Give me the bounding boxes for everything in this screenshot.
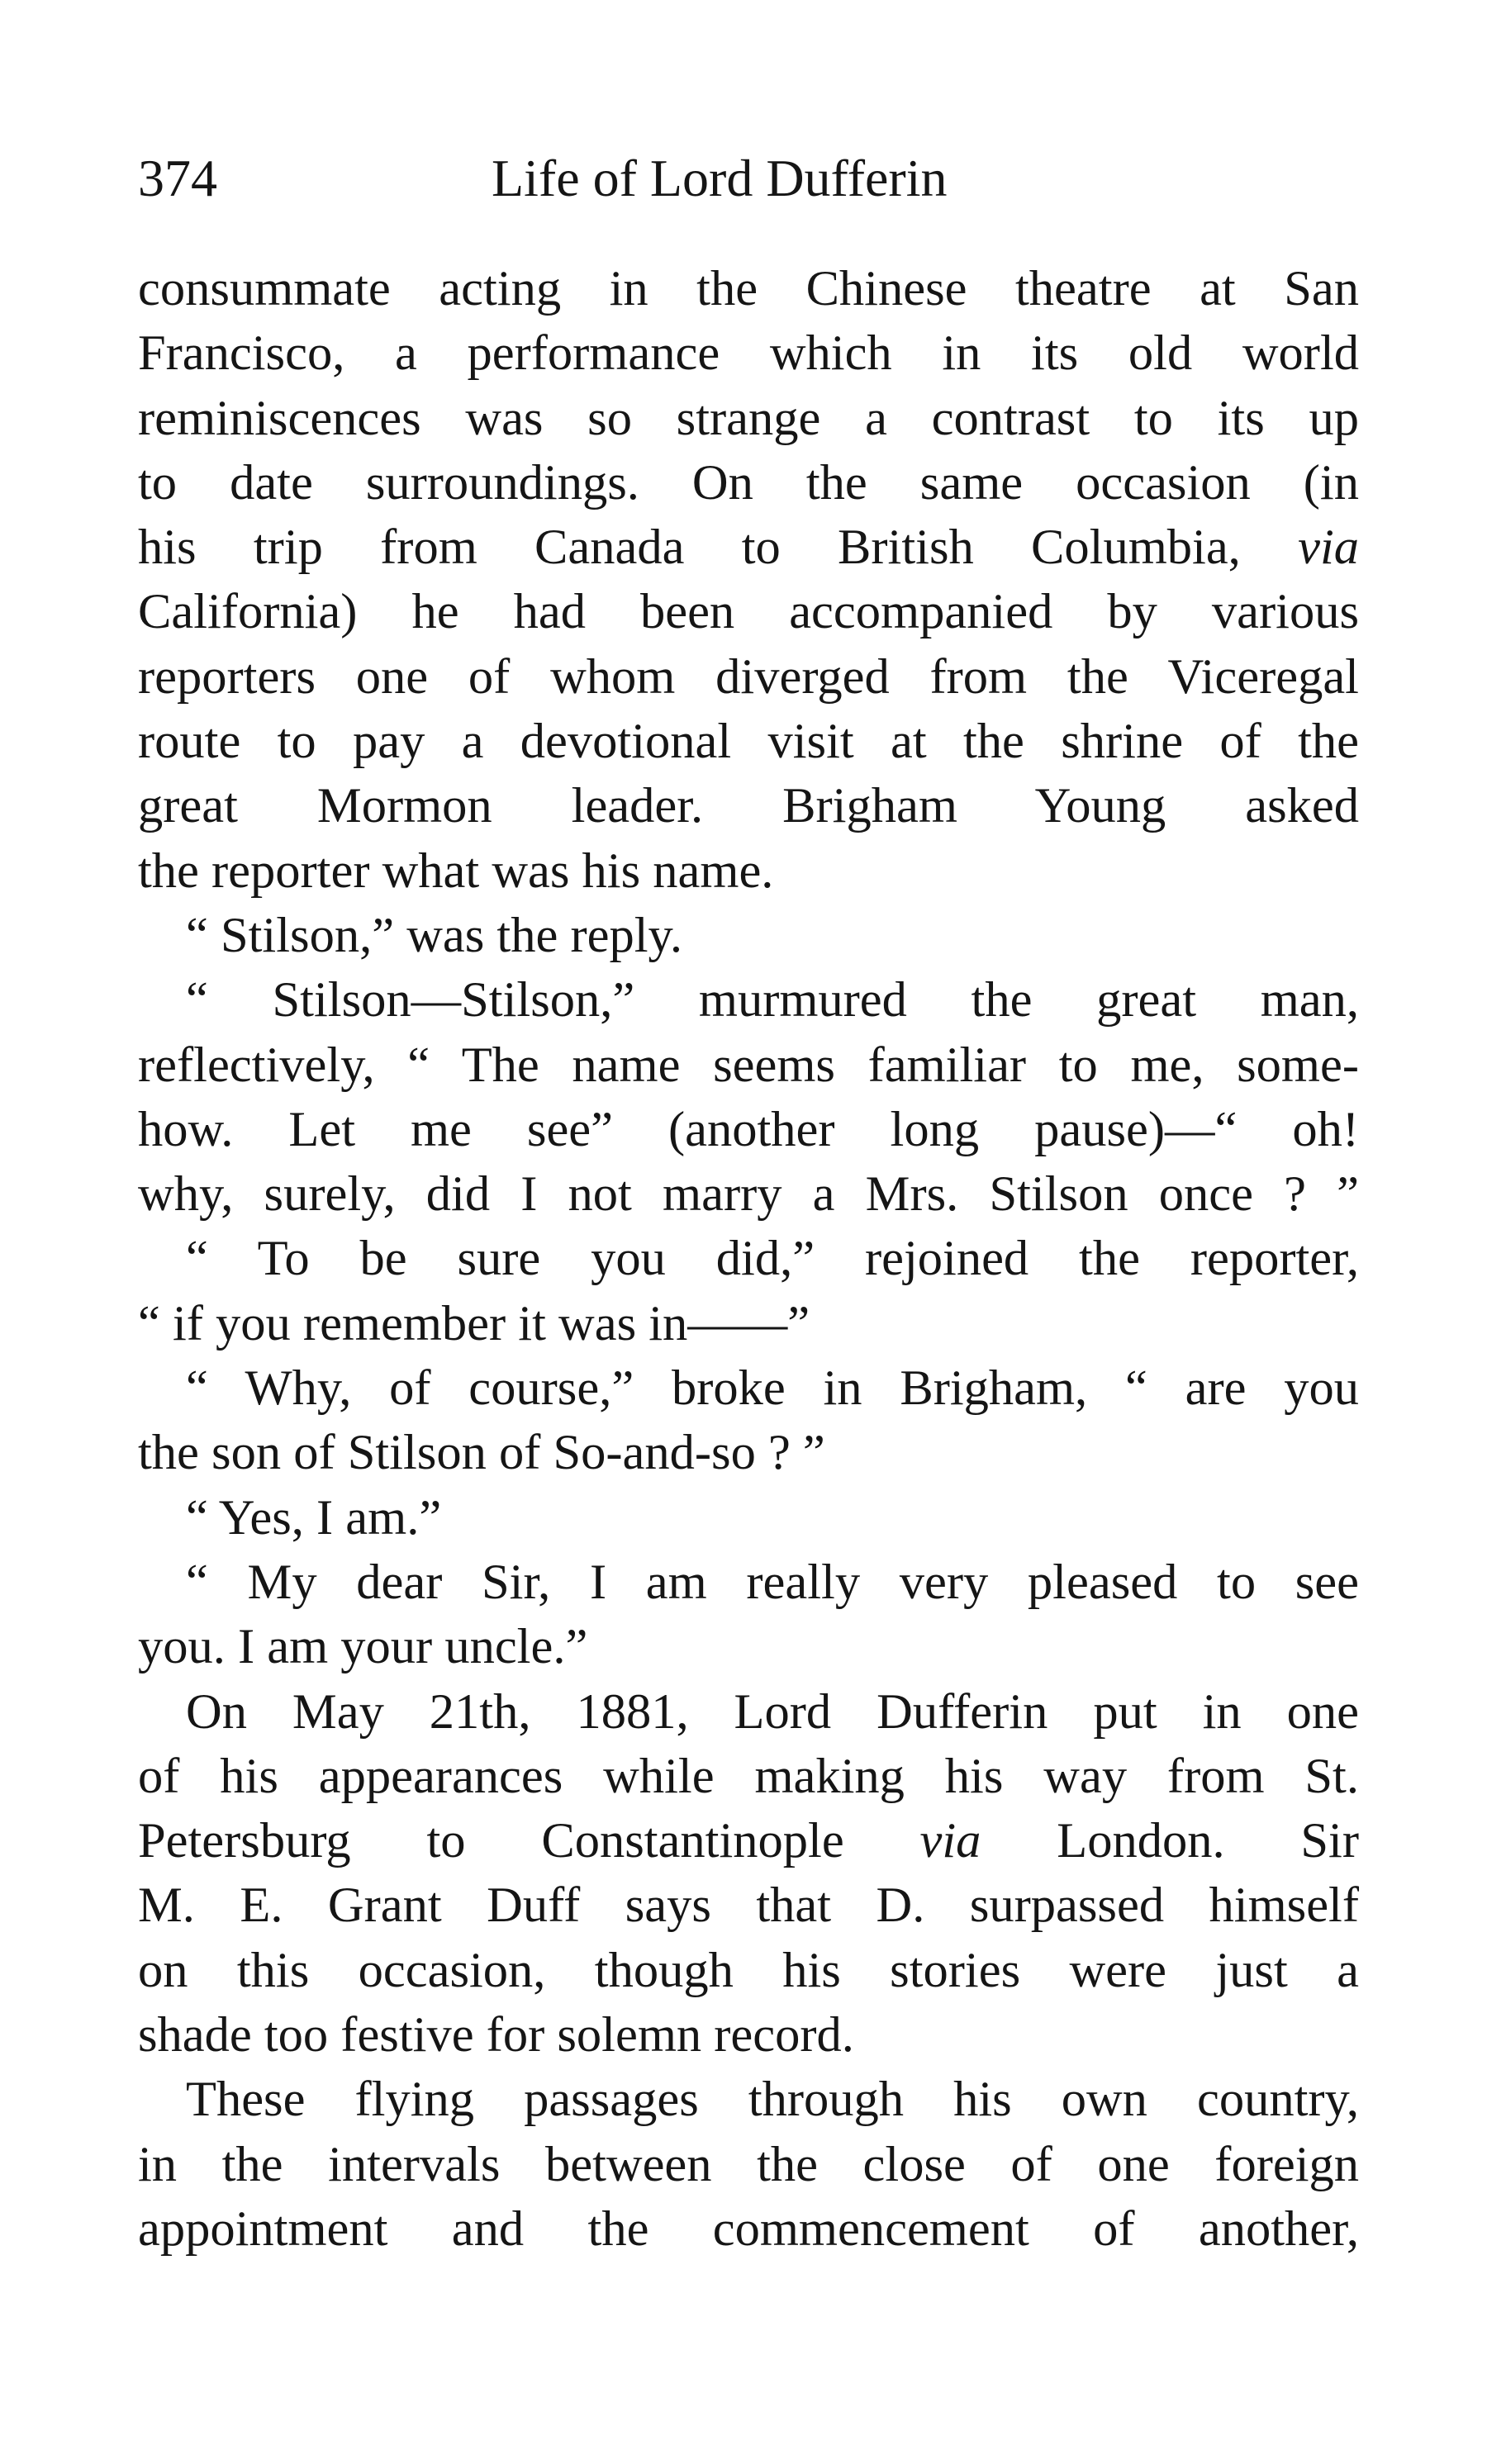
text-line: “ Stilson,” was the reply. [186, 907, 682, 963]
text-line: on this occasion, though his stories were just a [138, 1942, 1359, 1998]
page-number: 374 [138, 149, 217, 207]
text-line: the son of Stilson of So-and-so ? ” [138, 1425, 825, 1481]
text-line: shade too festive for solemn record. [138, 2007, 854, 2063]
text-line: M. E. Grant Duff says that D. surpassed himself [138, 1878, 1359, 1934]
text-segment: his trip from Canada to British Columbia, [138, 520, 1241, 576]
text-line: route to pay a devotional visit at the shrine of the [138, 714, 1359, 770]
text-line: Francisco, a performance which in its old world [138, 325, 1359, 382]
text-line: “ My dear Sir, I am really very pleased to see [186, 1554, 1359, 1610]
text-segment: Petersburg to Constantinople [138, 1813, 844, 1869]
text-line: “ Stilson—Stilson,” murmured the great man, [186, 972, 1359, 1028]
text-line: On May 21th, 1881, Lord Dufferin put in one [186, 1683, 1359, 1740]
running-title: Life of Lord Dufferin [492, 149, 948, 207]
text-line [138, 1809, 1359, 1873]
body-text [138, 257, 1359, 2262]
text-line: how. Let me see” (another long pause)—“ oh! [138, 1101, 1359, 1157]
text-line: appointment and the commencement of another, [138, 2201, 1359, 2257]
italic-via: via [1298, 520, 1360, 576]
text-segment: London. Sir [1057, 1813, 1360, 1869]
text-line: the reporter what was his name. [138, 843, 774, 899]
running-head [138, 140, 1359, 216]
text-line: California) he had been accompanied by various [138, 584, 1359, 640]
text-line: reflectively, “ The name seems familiar to me, some- [138, 1037, 1359, 1093]
text-line: “ if you remember it was in——” [138, 1295, 810, 1351]
text-line: “ Why, of course,” broke in Brigham, “ are you [186, 1360, 1359, 1417]
italic-via: via [919, 1813, 981, 1869]
text-line: to date surroundings. On the same occasion (in [138, 454, 1359, 510]
text-line: These flying passages through his own country, [186, 2072, 1359, 2128]
text-line [138, 515, 1359, 580]
book-page [138, 140, 1360, 2257]
text-line: in the intervals between the close of one foreign [138, 2136, 1359, 2192]
text-line: reminiscences was so strange a contrast to its up [138, 390, 1359, 446]
text-line: great Mormon leader. Brigham Young asked [138, 778, 1359, 834]
text-line: why, surely, did I not marry a Mrs. Stilson once ? ” [138, 1166, 1359, 1223]
text-line: “ Yes, I am.” [186, 1489, 442, 1545]
text-line: of his appearances while making his way from St. [138, 1748, 1359, 1804]
text-line: “ To be sure you did,” rejoined the reporter, [186, 1231, 1359, 1287]
text-line: you. I am your uncle.” [138, 1619, 588, 1675]
text-line: reporters one of whom diverged from the Viceregal [138, 648, 1359, 705]
text-line: consummate acting in the Chinese theatre at San [138, 261, 1359, 316]
